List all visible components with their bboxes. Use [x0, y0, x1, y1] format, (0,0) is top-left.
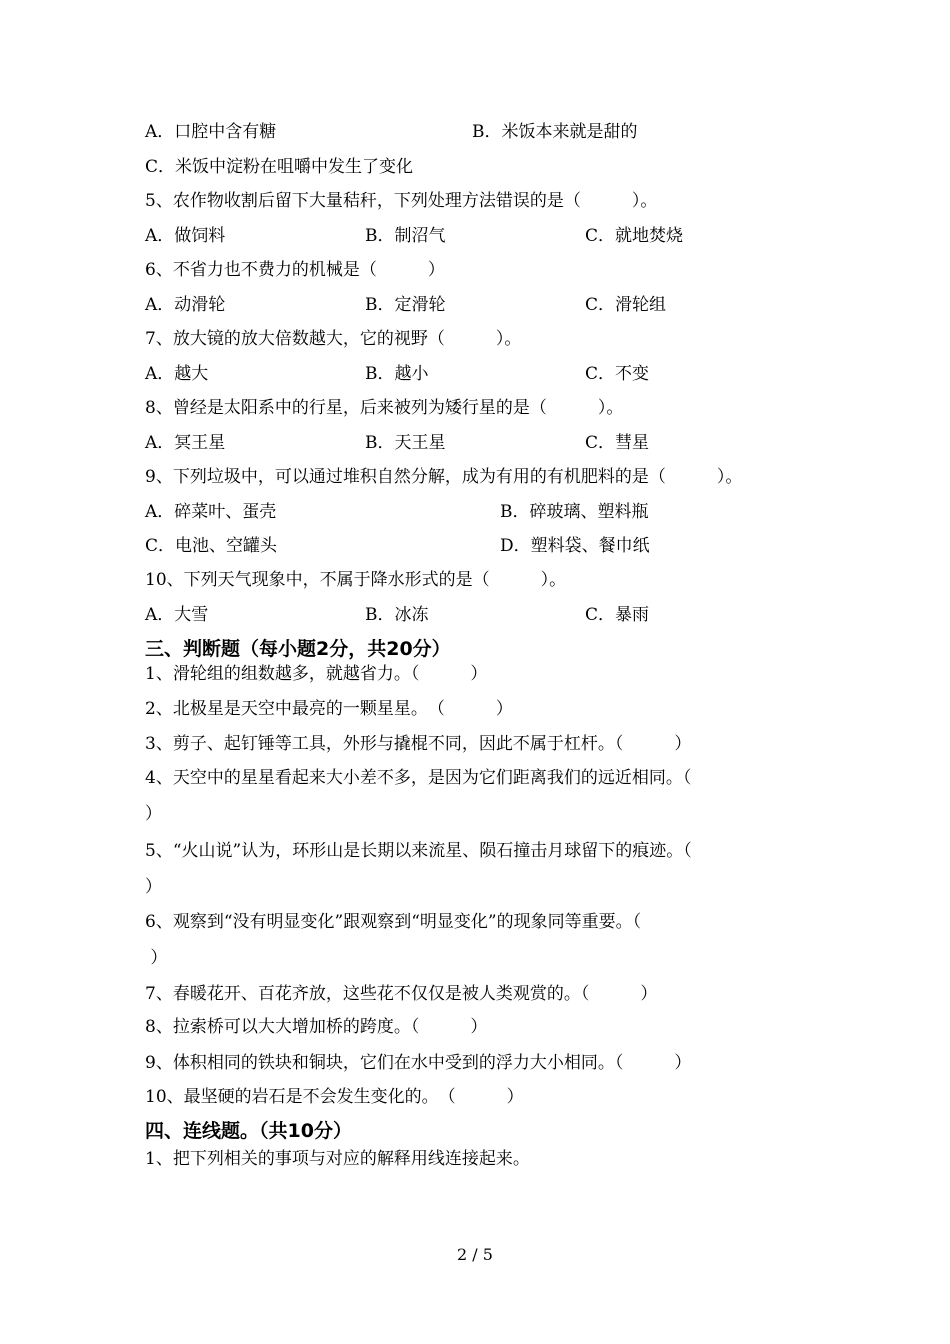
q8-option-c: C．彗星 [585, 433, 650, 453]
q5-option-b: B．制沼气 [365, 226, 446, 246]
q10-option-b: B．冰冻 [365, 605, 429, 625]
q10-option-c: C．暴雨 [585, 605, 650, 625]
q7-option-b: B．越小 [365, 364, 429, 384]
q8-stem: 8、曾经是太阳系中的行星，后来被列为矮行星的是（ ）。 [145, 398, 624, 418]
q7-stem: 7、放大镜的放大倍数越大，它的视野（ ）。 [145, 329, 522, 349]
matching-item-1: 1、把下列相关的事项与对应的解释用线连接起来。 [145, 1149, 530, 1169]
q8-option-b: B．天王星 [365, 433, 446, 453]
judge-item-6-cont: ） [145, 948, 168, 968]
judge-item-9: 9、体积相同的铁块和铜块，它们在水中受到的浮力大小相同。（ ） [145, 1053, 692, 1073]
q10-option-a: A．大雪 [145, 605, 209, 625]
judge-item-10: 10、最坚硬的岩石是不会发生变化的。 （ ） [145, 1087, 524, 1107]
q9-option-d: D．塑料袋、餐巾纸 [500, 536, 650, 556]
q7-option-a: A．越大 [145, 364, 209, 384]
judge-item-7: 7、春暖花开、百花齐放，这些花不仅仅是被人类观赏的。（ ） [145, 984, 658, 1004]
q4-option-c: C．米饭中淀粉在咀嚼中发生了变化 [145, 157, 414, 177]
q8-option-a: A．冥王星 [145, 433, 226, 453]
q5-option-c: C．就地焚烧 [585, 226, 684, 246]
q6-option-a: A．动滑轮 [145, 295, 226, 315]
q7-option-c: C．不变 [585, 364, 650, 384]
section3-heading: 三、判断题（每小题2分，共20分） [145, 638, 451, 660]
judge-item-5: 5、“火山说”认为，环形山是长期以来流星、陨石撞击月球留下的痕迹。（ [145, 841, 692, 861]
judge-item-8: 8、拉索桥可以大大增加桥的跨度。（ ） [145, 1017, 488, 1037]
q9-option-b: B．碎玻璃、塑料瓶 [500, 502, 649, 522]
q6-option-b: B．定滑轮 [365, 295, 446, 315]
judge-item-2: 2、北极星是天空中最亮的一颗星星。 （ ） [145, 699, 513, 719]
section4-heading: 四、连线题。（共10分） [145, 1120, 352, 1142]
q9-option-a: A．碎菜叶、蛋壳 [145, 502, 277, 522]
q4-option-b: B．米饭本来就是甜的 [472, 122, 638, 142]
q6-option-c: C．滑轮组 [585, 295, 667, 315]
q5-stem: 5、农作物收割后留下大量秸秆，下列处理方法错误的是（ ）。 [145, 191, 658, 211]
page-number: 2 / 5 [457, 1245, 493, 1264]
judge-item-3: 3、剪子、起钉锤等工具，外形与撬棍不同，因此不属于杠杆。（ ） [145, 734, 692, 754]
judge-item-4: 4、天空中的星星看起来大小差不多，是因为它们距离我们的远近相同。（ [145, 768, 692, 788]
judge-item-6: 6、观察到“没有明显变化”跟观察到“明显变化”的现象同等重要。（ [145, 912, 642, 932]
judge-item-5-cont: ） [145, 877, 162, 897]
q9-option-c: C．电池、空罐头 [145, 536, 278, 556]
judge-item-1: 1、滑轮组的组数越多，就越省力。（ ） [145, 664, 488, 684]
q5-option-a: A．做饲料 [145, 226, 226, 246]
q10-stem: 10、下列天气现象中，不属于降水形式的是（ ）。 [145, 570, 567, 590]
q4-option-a: A．口腔中含有糖 [145, 122, 277, 142]
q9-stem: 9、下列垃圾中，可以通过堆积自然分解，成为有用的有机肥料的是（ ）。 [145, 467, 743, 487]
q6-stem: 6、不省力也不费力的机械是（ ） [145, 260, 445, 280]
judge-item-4-cont: ） [145, 804, 162, 824]
